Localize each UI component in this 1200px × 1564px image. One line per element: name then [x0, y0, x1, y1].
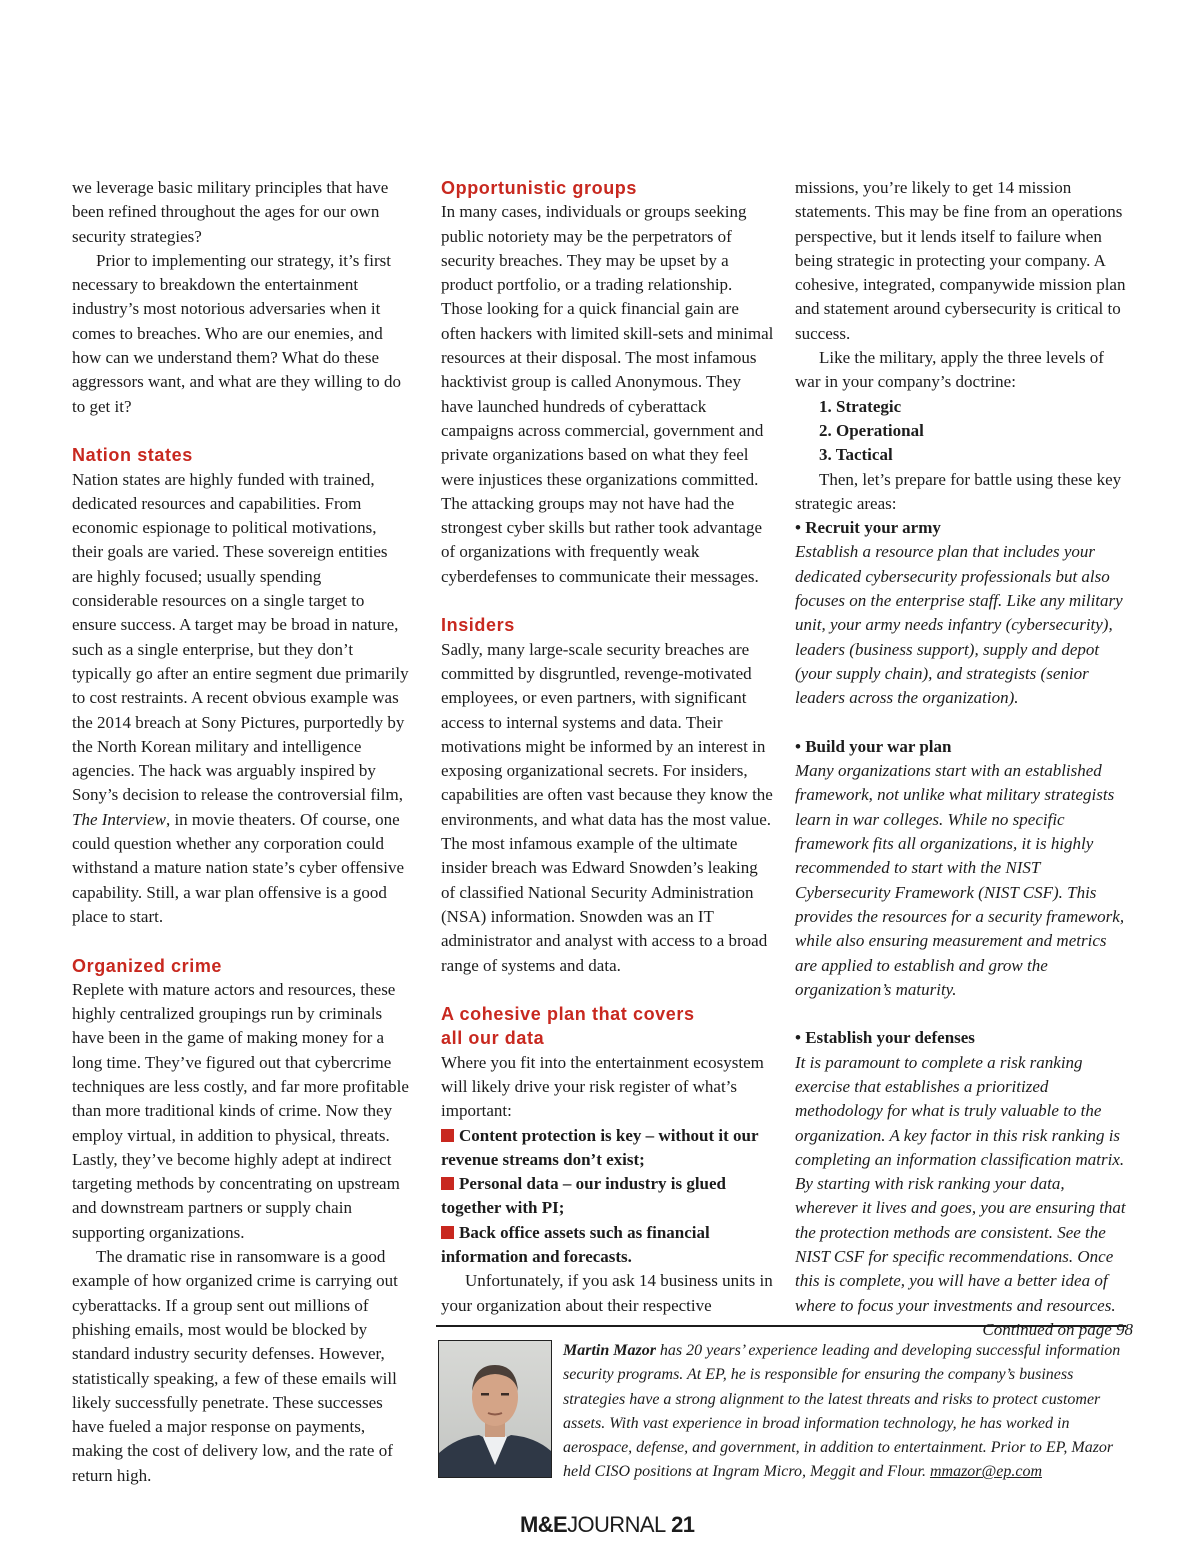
red-square-bullet-icon	[441, 1226, 454, 1239]
section-heading-insiders: Insiders	[441, 615, 515, 636]
list-item-tactical: 3. Tactical	[819, 445, 893, 465]
author-photo	[438, 1340, 552, 1478]
list-item: Content protection is key – without it our revenue streams don’t exist;	[441, 1125, 759, 1169]
paragraph: Sadly, many large-scale security breaches are committed by disgruntled, revenge-motivated employees, or even partners, with significant access to internal systems and data. Their motivations might be informed by an interest in exposing organizational secrets. For insiders, capabilities are often vast because they know the environments, and what data has the most value. The most infamous example of the ultimate insider breach was Edward Snowden’s leaking of classified National Security Administration (NSA) information. Snowden was an IT administrator and analyst with access to a broad range of systems and data.	[441, 639, 773, 975]
paragraph: The dramatic rise in ransomware is a good example of how organized crime is carrying out cyberattacks. If a group sent out millions of phishing emails, most would be blocked by standard industry security defenses. However, statistically speaking, a few of these emails will likely successfully penetrate. These successes have fueled a major response on payments, making the cost of delivery low, and the rate of return high.	[72, 1247, 398, 1485]
strategy-text: It is paramount to complete a risk ranking exercise that establishes a prioritized methodology for what is truly valuable to the organization. A key factor in this risk ranking is completing an information classification matrix. By starting with risk ranking your data, wherever it lives and goes, you are ensuring that the protection methods are consistent. See the NIST CSF for specific recommendations. Once this is complete, you will have a better idea of where to focus your investments and resources.	[795, 1052, 1126, 1315]
red-square-bullet-icon	[441, 1129, 454, 1142]
author-portrait-icon	[439, 1341, 551, 1477]
paragraph: Unfortunately, if you ask 14 business units in your organization about their respective	[441, 1271, 773, 1315]
column-right	[795, 176, 1131, 1342]
paragraph: Nation states are highly funded with trained, dedicated resources and capabilities. From economic espionage to political motivations, their goals are varied. These sovereign entities are highly focused; usually spending considerable resources on a single target to ensure success. A target may be broad in nature, such as a single enterprise, but they don’t typically go after an entire segment due primarily to cost restraints. A recent obvious example was the 2014 breach at Sony Pictures, purportedly by the North Korean military and intelligence agencies. The hack was arguably inspired by Sony’s decision to release the controversial film, The Interview, in movie theaters. Of course, one could question whether any corporation could withstand a mature nation state’s cyber offensive capability. Still, a war plan offensive is a good place to start.	[72, 469, 409, 926]
author-email-link[interactable]: mmazor@ep.com	[929, 1463, 1042, 1481]
paragraph: Replete with mature actors and resources, these highly centralized groupings run by criminals have been in the game of making money for a long time. They’ve figured out that cybercrime techniques are less costly, and far more profitable than more traditional kinds of crime. Now they employ virtual, in addition to physical, threats. Lastly, they’ve become highly adept at indirect targeting methods by concentrating on upstream and downstream partners or supply chain supporting organizations.	[72, 979, 409, 1242]
strategy-heading-defenses: • Establish your defenses	[795, 1028, 975, 1048]
paragraph: Prior to implementing our strategy, it’s first necessary to breakdown the entertainment industry’s most notorious adversaries when it comes to breaches. Who are our enemies, and how can we understand them? What do these aggressors want, and what are they willing to do to get it?	[72, 250, 402, 416]
journal-name: JOURNAL	[567, 1512, 666, 1537]
author-bio-text: Martin Mazor has 20 years’ experience leading and developing successful information security programs. At EP, he is responsible for ensuring the company’s business strategies have a strong alignment to the latest threats and risks to protect customer assets. With vast experience in broad information technology, he has worked in aerospace, defense, and government, in addition to entertainment. Prior to EP, Mazor held CISO positions at Ingram Micro, Meggit and Flour. mmazor@ep.com	[563, 1342, 1121, 1481]
author-bio	[436, 1325, 1126, 1479]
page-footer	[520, 1512, 694, 1538]
list-item: Back office assets such as financial information and forecasts.	[441, 1222, 710, 1267]
film-title: The Interview	[72, 809, 166, 829]
column-middle	[441, 176, 774, 1318]
paragraph: In many cases, individuals or groups seeking public notoriety may be the perpetrators of security breaches. They may be upset by a product portfolio, or a trading relationship. Those looking for a quick financial gain are often hackers with limited skill-sets and minimal resources at their disposal. The most infamous hacktivist group is called Anonymous. They have launched hundreds of cyberattack campaigns across commercial, government and private organizations based on what they feel were injustices these organizations committed. The attacking groups may not have had the strongest cyber skills but rather took advantage of organizations with frequently weak cyberdefenses to communicate their messages.	[441, 202, 774, 586]
list-item-operational: 2. Operational	[819, 420, 924, 440]
author-name: Martin Mazor	[563, 1342, 656, 1359]
continued-note: Continued on page 98	[982, 1319, 1133, 1339]
paragraph: we leverage basic military principles that have been refined throughout the ages for our own security strategies?	[72, 178, 389, 246]
red-square-bullet-icon	[441, 1177, 454, 1190]
column-left	[72, 176, 410, 1488]
paragraph: Like the military, apply the three levels of war in your company’s doctrine:	[795, 348, 1104, 392]
list-item-strategic: 1. Strategic	[819, 396, 902, 416]
strategy-text: Many organizations start with an established framework, not unlike what military strategists learn in war colleges. While no specific framework fits all organizations, it is highly recommended to start with the NIST Cybersecurity Framework (NIST CSF). This provides the resources for a security framework, while also ensuring measurement and metrics are applied to establish and grow the organization’s maturity.	[795, 761, 1125, 999]
section-heading-nation-states: Nation states	[72, 445, 193, 466]
section-heading-organized-crime: Organized crime	[72, 955, 223, 976]
paragraph: missions, you’re likely to get 14 mission statements. This may be fine from an operations perspective, but it lends itself to failure when being strategic in protecting your company. A cohesive, integrated, companywide mission plan and statement around cybersecurity is critical to success.	[795, 178, 1126, 343]
paragraph: Where you fit into the entertainment ecosystem will likely drive your risk register of what’s important:	[441, 1052, 764, 1121]
section-heading-cohesive-plan: A cohesive plan that covers all our data	[441, 1004, 695, 1049]
paragraph: Then, let’s prepare for battle using these key strategic areas:	[795, 469, 1122, 513]
list-item: Personal data – our industry is glued together with PI;	[441, 1174, 727, 1218]
section-heading-opportunistic-groups: Opportunistic groups	[441, 178, 637, 198]
strategy-heading-recruit: • Recruit your army	[795, 518, 941, 538]
page-number: 21	[671, 1512, 695, 1537]
strategy-heading-war-plan: • Build your war plan	[795, 736, 952, 756]
strategy-text: Establish a resource plan that includes your dedicated cybersecurity professionals but also focuses on the enterprise staff. Like any military unit, your army needs infantry (cybersecurity), leaders (business support), supply and depot (your supply chain), and strategists (senior leaders across the organization).	[795, 542, 1123, 708]
journal-brand: M&E	[520, 1512, 568, 1537]
